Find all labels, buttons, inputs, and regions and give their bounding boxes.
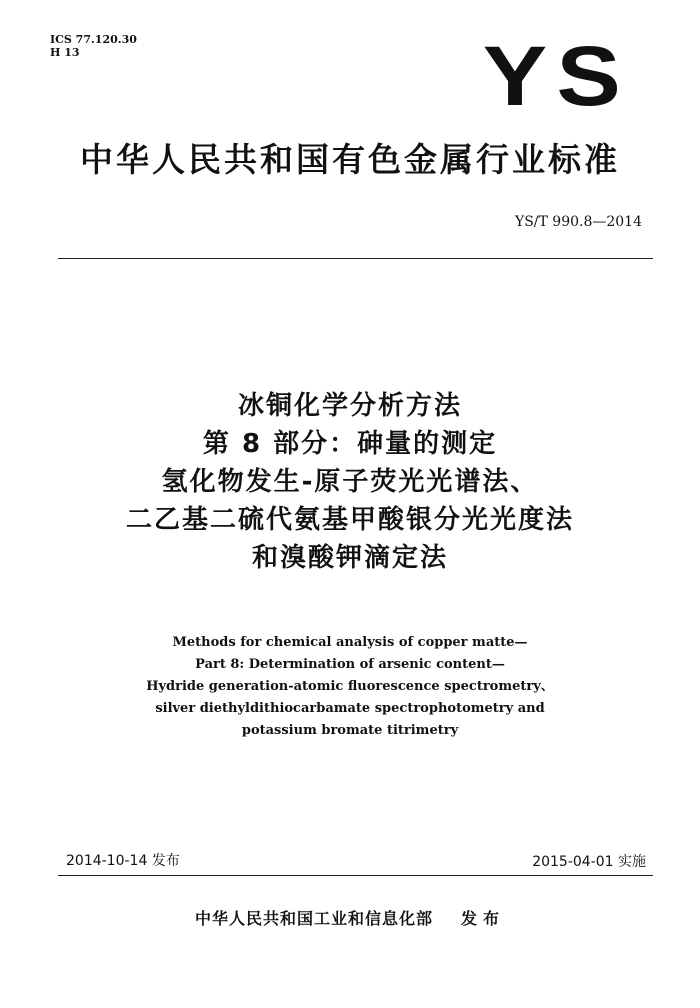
standard-title: 中华人民共和国有色金属行业标准	[80, 140, 620, 179]
english-title	[40, 632, 660, 742]
chinese-title-line: 冰铜化学分析方法	[237, 391, 462, 421]
publish-label: 发布	[461, 909, 506, 928]
english-title-line: Methods for chemical analysis of copper matte—	[172, 635, 528, 650]
english-title-line: potassium bromate titrimetry	[241, 723, 459, 738]
chinese-title	[40, 387, 660, 577]
ics-code: ICS 77.120.30	[50, 33, 137, 46]
chinese-title-line: 第 8 部分：砷量的测定	[202, 429, 498, 459]
classification-code: H 13	[50, 46, 80, 59]
issuing-authority: 中华人民共和国工业和信息化部	[194, 909, 433, 928]
publisher	[0, 908, 700, 930]
chinese-title-line: 和溴酸钾滴定法	[251, 543, 448, 573]
bottom-divider	[58, 875, 653, 876]
chinese-title-line: 氢化物发生-原子荧光光谱法、	[161, 467, 539, 497]
ys-logo: YS	[482, 29, 630, 123]
top-divider	[58, 258, 653, 259]
english-title-line: Hydride generation-atomic fluorescence spectrometry、	[146, 679, 554, 694]
standard-number: YS/T 990.8—2014	[514, 214, 642, 230]
english-title-line: silver diethyldithiocarbamate spectrophotometry and	[155, 701, 545, 716]
issue-date: 2014-10-14 发布	[66, 853, 180, 869]
chinese-title-line: 二乙基二硫代氨基甲酸银分光光度法	[125, 505, 574, 535]
english-title-line: Part 8: Determination of arsenic content—	[195, 657, 505, 672]
implementation-date: 2015-04-01 实施	[532, 854, 646, 870]
